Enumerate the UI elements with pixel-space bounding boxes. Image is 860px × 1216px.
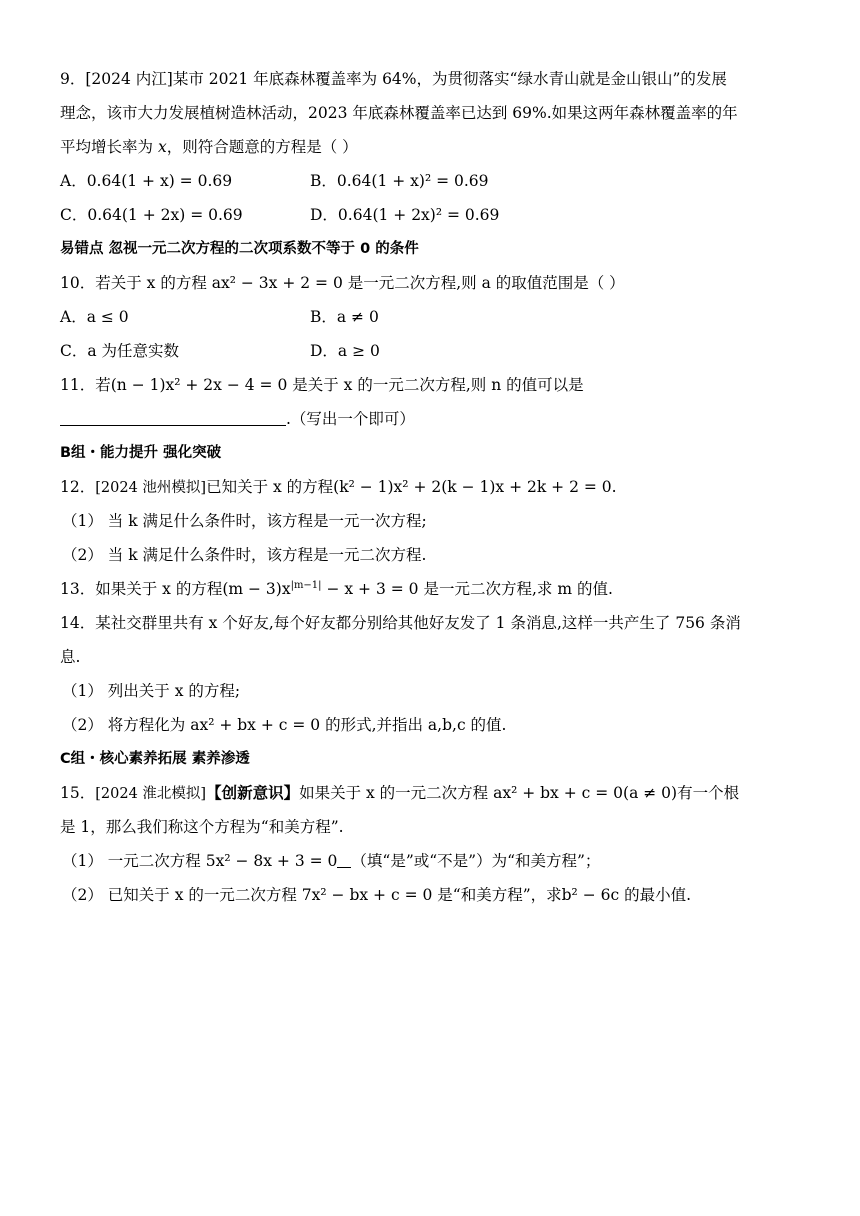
q9-line3: 平均增长率为 x，则符合题意的方程是（ ） bbox=[60, 138, 358, 156]
q9-option-c: C．0.64(1 + 2x) = 0.69 bbox=[60, 206, 243, 224]
q14-line1 bbox=[60, 606, 805, 640]
q11-answer-blank[interactable] bbox=[60, 407, 286, 426]
q15-tag: 【创新意识】 bbox=[206, 783, 300, 802]
q13-number: 13． bbox=[60, 580, 96, 598]
q10-option-d: D．a ≥ 0 bbox=[310, 342, 380, 360]
q15-number: 15． bbox=[60, 784, 96, 802]
q10-text: 若关于 x 的方程 ax² − 3x + 2 = 0 是一元二次方程,则 a 的取值范围是（ ） bbox=[95, 274, 625, 292]
q13-exponent: |m−1| bbox=[290, 579, 322, 591]
q9-option-d: D．0.64(1 + 2x)² = 0.69 bbox=[310, 206, 500, 224]
q12-number: 12． bbox=[60, 478, 96, 496]
q9-options-row1 bbox=[60, 164, 805, 198]
q14-sub2: （2） 将方程化为 ax² + bx + c = 0 的形式,并指出 a,b,c 的值. bbox=[62, 716, 507, 734]
q12-line bbox=[60, 470, 805, 504]
q15-line1 bbox=[60, 776, 805, 810]
q10-options-row2 bbox=[60, 334, 805, 368]
q15-sub2: （2） 已知关于 x 的一元二次方程 7x² − bx + c = 0 是“和美方程”，求b² − 6c 的最小值. bbox=[62, 886, 692, 904]
q9-option-b: B．0.64(1 + x)² = 0.69 bbox=[310, 172, 489, 190]
section-easy-mistake-heading: 易错点 忽视一元二次方程的二次项系数不等于 0 的条件 bbox=[60, 241, 419, 257]
q13-line: 13．如果关于 x 的方程$(m - 3)x^{|m-1|} - x + 3 = 0$ 是一元二次方程,求 m 的值. bbox=[60, 579, 613, 598]
q10-line bbox=[60, 266, 805, 300]
q14-line2: 息. bbox=[60, 648, 81, 666]
q15-line2: 是 1，那么我们称这个方程为“和美方程”. bbox=[60, 818, 344, 836]
q15-sub1: （1） 一元二次方程 5x² − 8x + 3 = 0 （填“是”或“不是”）为“和美方程”； bbox=[62, 852, 601, 870]
q14-text-line1: 某社交群里共有 x 个好友,每个好友都分别给其他好友发了 1 条消息,这样一共产生了 756 条消 bbox=[95, 614, 741, 632]
q15-source: [2024 淮北模拟] bbox=[95, 786, 207, 802]
q9-number: 9． bbox=[60, 70, 86, 88]
q15-sub1-answer-blank[interactable] bbox=[337, 851, 351, 868]
q12-text: 已知关于 x 的方程(k² − 1)x² + 2(k − 1)x + 2k + 2 = 0. bbox=[206, 478, 617, 496]
q14-number: 14． bbox=[60, 614, 96, 632]
q10-option-b: B．a ≠ 0 bbox=[310, 308, 379, 326]
q9-line1 bbox=[60, 62, 805, 96]
q11-line bbox=[60, 368, 805, 402]
q10-number: 10． bbox=[60, 274, 96, 292]
q12-source: [2024 池州模拟] bbox=[95, 480, 207, 496]
q11-answer-line bbox=[60, 402, 805, 436]
q15-text-line1: 如果关于 x 的一元二次方程 ax² + bx + c = 0(a ≠ 0)有一个根 bbox=[299, 784, 740, 802]
q9-text-line1: 某市 2021 年底森林覆盖率为 64%，为贯彻落实“绿水青山就是金山银山”的发展 bbox=[172, 70, 727, 88]
q12-sub1: （1） 当 k 满足什么条件时，该方程是一元一次方程; bbox=[62, 512, 427, 530]
q14-sub1: （1） 列出关于 x 的方程; bbox=[62, 682, 241, 700]
q11-tail: .（写出一个即可） bbox=[286, 410, 415, 428]
q9-options-row2 bbox=[60, 198, 805, 232]
q9-source: [2024 内江] bbox=[85, 70, 173, 88]
q9-option-a: A．0.64(1 + x) = 0.69 bbox=[60, 172, 233, 190]
q10-options-row1 bbox=[60, 300, 805, 334]
section-b-heading: B组・能力提升 强化突破 bbox=[60, 445, 222, 461]
q9-line2: 理念，该市大力发展植树造林活动，2023 年底森林覆盖率已达到 69%.如果这两年森林覆盖率的年 bbox=[60, 104, 738, 122]
q12-sub2: （2） 当 k 满足什么条件时，该方程是一元二次方程. bbox=[62, 546, 427, 564]
q11-text: 若(n − 1)x² + 2x − 4 = 0 是关于 x 的一元二次方程,则 n 的值可以是 bbox=[95, 376, 584, 394]
q10-option-a: A．a ≤ 0 bbox=[60, 308, 129, 326]
q10-option-c: C．a 为任意实数 bbox=[60, 342, 180, 360]
worksheet bbox=[60, 62, 805, 912]
q11-number: 11． bbox=[60, 376, 96, 394]
section-c-heading: C组・核心素养拓展 素养渗透 bbox=[60, 751, 250, 767]
